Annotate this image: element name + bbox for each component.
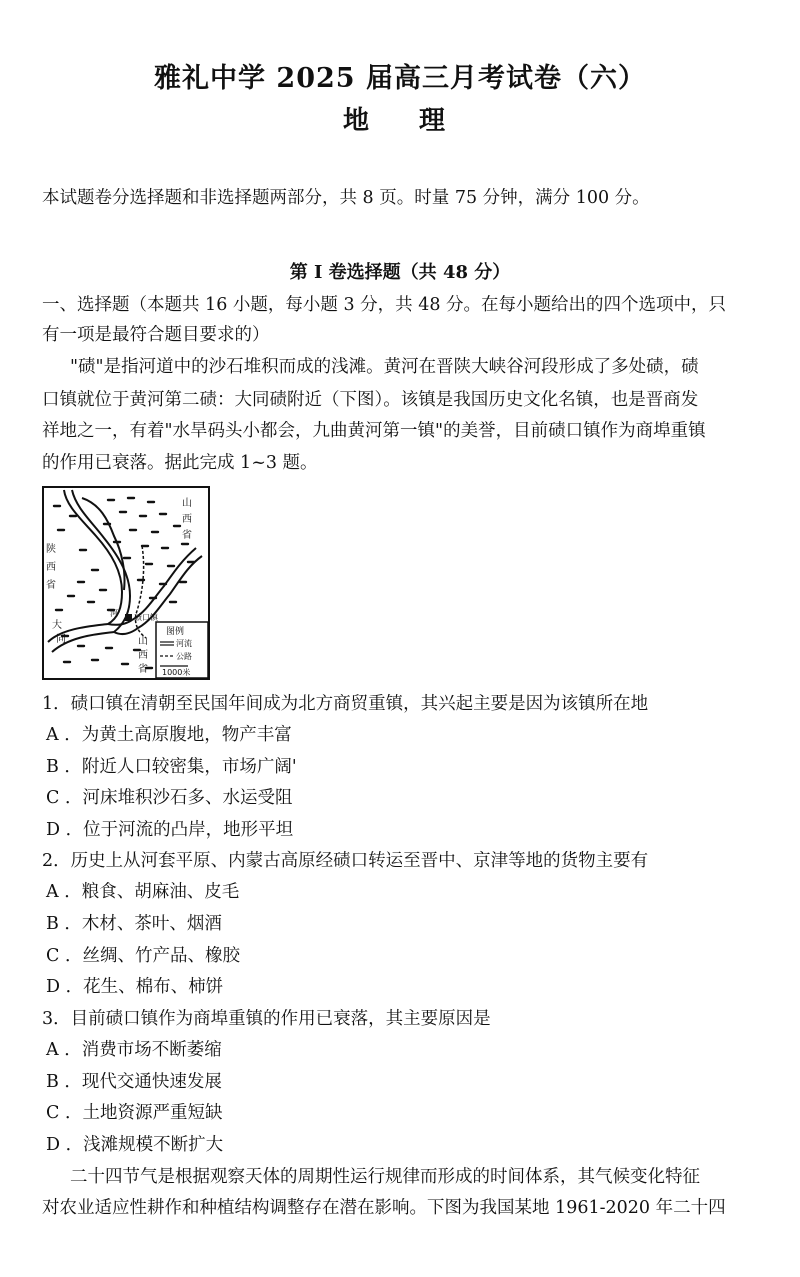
instruction-line: 有一项是最符合题目要求的） bbox=[42, 325, 270, 345]
option-a: A ．为黄土高原腹地，物产丰富 bbox=[46, 725, 292, 745]
map-label-shaanxi: 西 bbox=[46, 562, 56, 573]
map-legend bbox=[156, 622, 208, 678]
map-label-shaanxi: 省 bbox=[46, 580, 56, 591]
exam-title: 雅礼中学 2025 届高三月考试卷（六） bbox=[154, 63, 646, 94]
passage-line: 口镇就位于黄河第二碛：大同碛附近（下图）。该镇是我国历史文化名镇，也是晋商发 bbox=[42, 390, 699, 410]
question-stem: 3．目前碛口镇作为商埠重镇的作用已衰落，其主要原因是 bbox=[42, 1009, 491, 1029]
question-stem: 1．碛口镇在清朝至民国年间成为北方商贸重镇，其兴起主要是因为该镇所在地 bbox=[42, 694, 649, 714]
map-label-tong: 同 bbox=[56, 634, 66, 645]
map-figure bbox=[42, 486, 210, 680]
map-label-shaanxi: 陕 bbox=[46, 544, 56, 555]
question-stem: 2．历史上从河套平原、内蒙古高原经碛口转运至晋中、京津等地的货物主要有 bbox=[42, 851, 649, 871]
passage-line: "碛"是指河道中的沙石堆积而成的浅滩。黄河在晋陕大峡谷河段形成了多处碛，碛 bbox=[70, 357, 699, 377]
option-c: C ．丝绸、竹产品、橡胶 bbox=[46, 946, 240, 966]
map-label-shanxi-bottom: 山 bbox=[138, 636, 148, 647]
section-title: 第 I 卷选择题（共 48 分） bbox=[289, 262, 511, 283]
option-b: B ．现代交通快速发展 bbox=[46, 1072, 222, 1092]
option-a: A ．消费市场不断萎缩 bbox=[46, 1040, 222, 1060]
map-label-town: 碛口镇 bbox=[134, 613, 158, 622]
instruction-line: 一、选择题（本题共 16 小题，每小题 3 分，共 48 分。在每小题给出的四个选项中，只 bbox=[42, 295, 727, 315]
option-b: B ．附近人口较密集，市场广阔' bbox=[46, 757, 297, 777]
map-label-shanxi-top: 西 bbox=[182, 514, 192, 525]
map-label-river: 河 bbox=[110, 609, 118, 618]
option-c: C ．土地资源严重短缺 bbox=[46, 1103, 223, 1123]
legend-title: 图例 bbox=[166, 627, 185, 637]
legend-scale: 1000米 bbox=[162, 668, 191, 677]
option-a: A ．粮食、胡麻油、皮毛 bbox=[46, 882, 240, 902]
intro-text: 本试题卷分选择题和非选择题两部分，共 8 页。时量 75 分钟，满分 100 分。 bbox=[42, 188, 650, 208]
map-label-shanxi-bottom: 省 bbox=[138, 664, 148, 675]
map-label-shanxi-top: 省 bbox=[182, 530, 192, 541]
option-b: B ．木材、茶叶、烟酒 bbox=[46, 914, 222, 934]
option-c: C ．河床堆积沙石多、水运受阻 bbox=[46, 788, 293, 808]
passage-line: 对农业适应性耕作和种植结构调整存在潜在影响。下图为我国某地 1961-2020 年二十四 bbox=[42, 1198, 726, 1218]
map-label-shanxi-top: 山 bbox=[182, 498, 192, 509]
passage-line: 祥地之一，有着"水旱码头小都会，九曲黄河第一镇"的美誉，目前碛口镇作为商埠重镇 bbox=[42, 421, 706, 441]
passage-line: 二十四节气是根据观察天体的周期性运行规律而形成的时间体系，其气候变化特征 bbox=[70, 1167, 700, 1187]
option-d: D ．花生、棉布、柿饼 bbox=[46, 977, 224, 997]
option-d: D ．浅滩规模不断扩大 bbox=[46, 1135, 224, 1155]
subject-title: 地 理 bbox=[342, 106, 457, 136]
legend-item-road: 公路 bbox=[176, 652, 192, 661]
passage-line: 的作用已衰落。据此完成 1~3 题。 bbox=[42, 453, 318, 473]
option-d: D ．位于河流的凸岸，地形平坦 bbox=[46, 820, 294, 840]
map-label-dadong: 大 bbox=[52, 620, 62, 631]
town-marker bbox=[125, 614, 132, 621]
map-label-shanxi-bottom: 西 bbox=[138, 650, 148, 661]
legend-item-river: 河流 bbox=[176, 639, 192, 648]
map-svg bbox=[42, 486, 210, 680]
